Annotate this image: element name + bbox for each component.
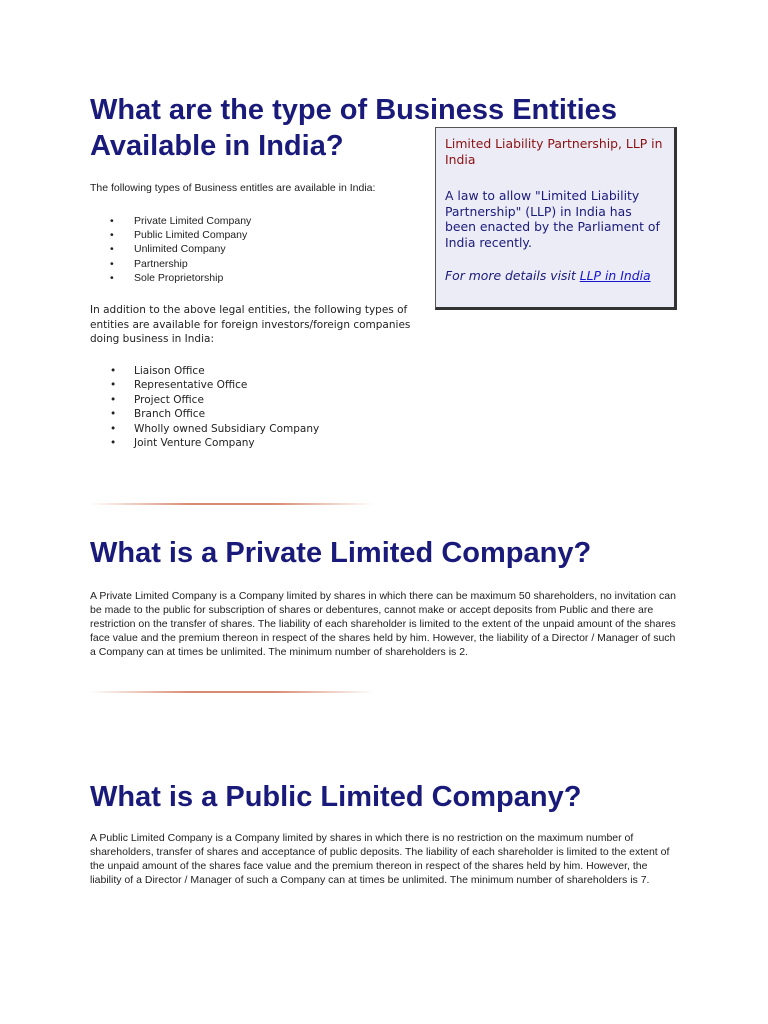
list-item: • Representative Office <box>110 378 319 392</box>
list-item: • Partnership <box>110 257 251 271</box>
sidebox-more-details <box>445 268 665 284</box>
list-item: • Sole Proprietorship <box>110 271 251 285</box>
section-divider <box>90 691 374 693</box>
heading-business-entities: What are the type of Business Entities Available in India? <box>90 94 617 162</box>
intro-text: The following types of Business entitles are available in India: <box>90 182 376 194</box>
public-limited-body: A Public Limited Company is a Company limited by shares in which there is no restriction on the maximum number of shareholders, transfer of shares and acceptance of public deposits. The liability of each shareholder is limited to the extent of the unpaid amount of the shares face value and the premium thereon in respect of the shares held by him. However, the liability of a Director / Manager of such a Company can at times be unlimited. The minimum number of shareholders is 7. <box>90 832 670 886</box>
foreign-types-list <box>110 364 319 450</box>
llp-in-india-link[interactable]: LLP in India <box>579 268 651 283</box>
foreign-entities-intro: In addition to the above legal entities, the following types of entities are available for foreign investors/foreign companies doing business in India: <box>90 304 411 345</box>
section-divider <box>90 503 374 505</box>
sidebox-title: Limited Liability Partnership, LLP in India <box>445 136 663 167</box>
business-types-list <box>110 214 251 285</box>
list-item: • Project Office <box>110 393 319 407</box>
list-item: • Wholly owned Subsidiary Company <box>110 422 319 436</box>
llp-sidebox <box>435 127 677 310</box>
list-item: • Joint Venture Company <box>110 436 319 450</box>
more-details-label: For more details visit <box>445 268 580 283</box>
heading-private-limited: What is a Private Limited Company? <box>90 537 592 569</box>
list-item: • Public Limited Company <box>110 228 251 242</box>
list-item: • Liaison Office <box>110 364 319 378</box>
list-item: • Private Limited Company <box>110 214 251 228</box>
heading-public-limited: What is a Public Limited Company? <box>90 781 582 813</box>
private-limited-body: A Private Limited Company is a Company limited by shares in which there can be maximum 50 shareholders, no invitation can be made to the public for subscription of shares or debentures, cannot make or accept deposits from Public and there are restriction on the transfer of shares. The liability of each shareholder is limited to the extent of the unpaid amount of the shares face value and the premium thereon in respect of the shares held by him. However, the liability of a Director / Manager of such a Company can at times be unlimited. The minimum number of shareholders is 2. <box>90 590 676 658</box>
list-item: • Unlimited Company <box>110 242 251 256</box>
list-item: • Branch Office <box>110 407 319 421</box>
sidebox-text: A law to allow "Limited Liability Partnership" (LLP) in India has been enacted by the Parliament of India recently. <box>445 188 660 250</box>
